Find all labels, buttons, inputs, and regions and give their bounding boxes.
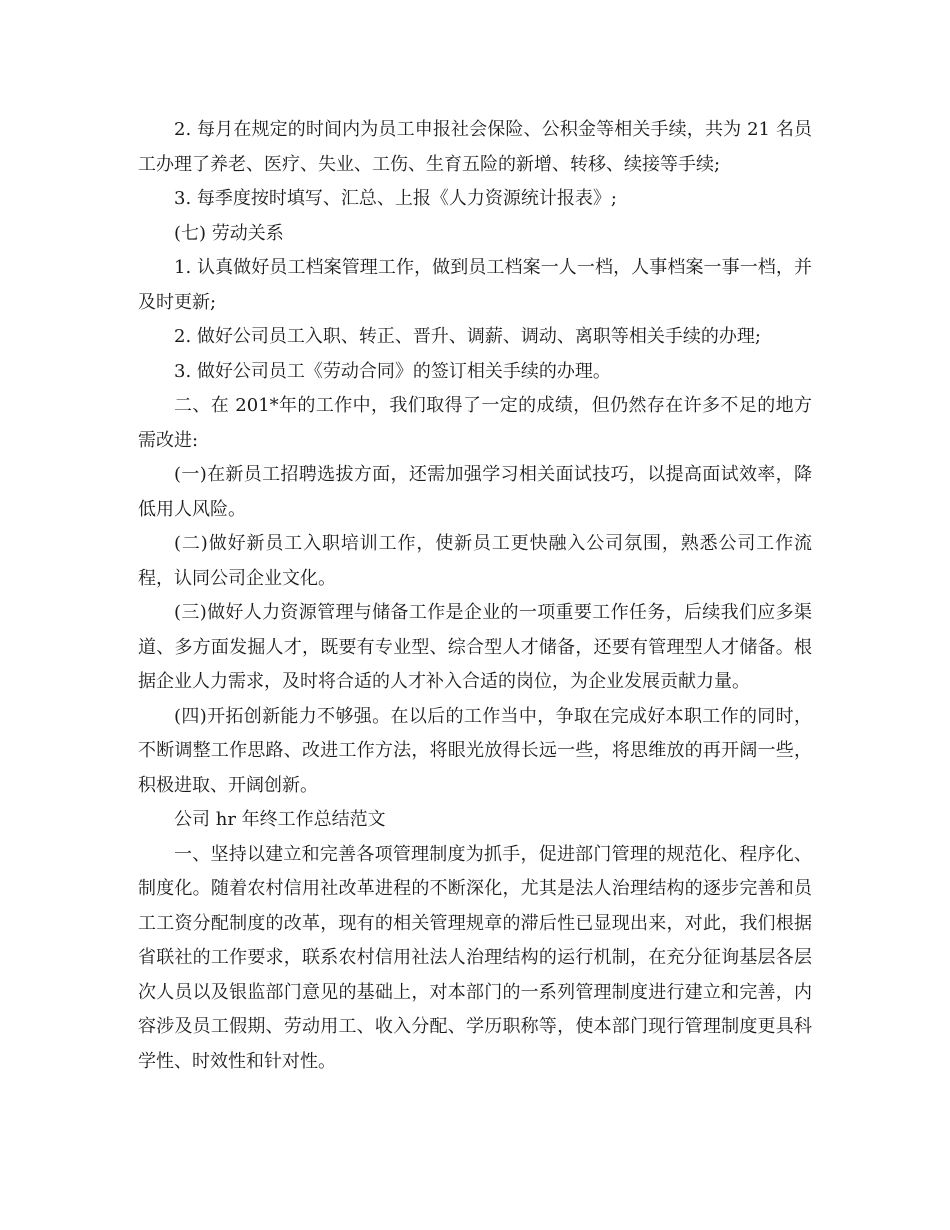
document-body xyxy=(138,113,812,1079)
section-title-hr-summary: 公司 hr 年终工作总结范文 xyxy=(174,809,386,830)
paragraph-employee-archives: 1. 认真做好员工档案管理工作，做到员工档案一人一档，人事档案一事一档，并及时更新; xyxy=(138,257,812,313)
paragraph-improvements-intro: 二、在 201*年的工作中，我们取得了一定的成绩，但仍然存在许多不足的地方需改进: xyxy=(138,395,812,451)
paragraph-onboarding-procedures: 2. 做好公司员工入职、转正、晋升、调薪、调动、离职等相关手续的办理; xyxy=(174,326,761,347)
paragraph-quarterly-report: 3. 每季度按时填写、汇总、上报《人力资源统计报表》; xyxy=(174,188,617,209)
section-heading-labor-relations: (七) 劳动关系 xyxy=(174,222,284,244)
paragraph-talent-reserve: (三)做好人力资源管理与储备工作是企业的一项重要工作任务，后续我们应多渠道、多方面发掘人才，既要有专业型、综合型人才储备，还要有管理型人才储备。根据企业人力需求，及时将合适的人才补入合适的岗位，为企业发展贡献力量。 xyxy=(138,602,812,692)
paragraph-training: (二)做好新员工入职培训工作，使新员工更快融入公司氛围，熟悉公司工作流程，认同公司企业文化。 xyxy=(138,533,812,589)
paragraph-labor-contract: 3. 做好公司员工《劳动合同》的签订相关手续的办理。 xyxy=(174,360,611,382)
paragraph-management-system: 一、坚持以建立和完善各项管理制度为抓手，促进部门管理的规范化、程序化、制度化。随着农村信用社改革进程的不断深化，尤其是法人治理结构的逐步完善和员工工资分配制度的改革，现有的相关管理规章的滞后性已显现出来，对此，我们根据省联社的工作要求，联系农村信用社法人治理结构的运行机制，在充分征询基层各层次人员以及银监部门意见的基础上，对本部门的一系列管理制度进行建立和完善，内容涉及员工假期、劳动用工、收入分配、学历职称等，使本部门现行管理制度更具科学性、时效性和针对性。 xyxy=(138,843,812,1072)
paragraph-social-insurance: 2. 每月在规定的时间内为员工申报社会保险、公积金等相关手续，共为 21 名员工办理了养老、医疗、失业、工伤、生育五险的新增、转移、续接等手续; xyxy=(138,119,812,175)
paragraph-innovation: (四)开拓创新能力不够强。在以后的工作当中，争取在完成好本职工作的同时，不断调整工作思路、改进工作方法，将眼光放得长远一些，将思维放的再开阔一些，积极进取、开阔创新。 xyxy=(138,705,812,796)
paragraph-recruitment: (一)在新员工招聘选拔方面，还需加强学习相关面试技巧，以提高面试效率，降低用人风险。 xyxy=(138,464,812,520)
